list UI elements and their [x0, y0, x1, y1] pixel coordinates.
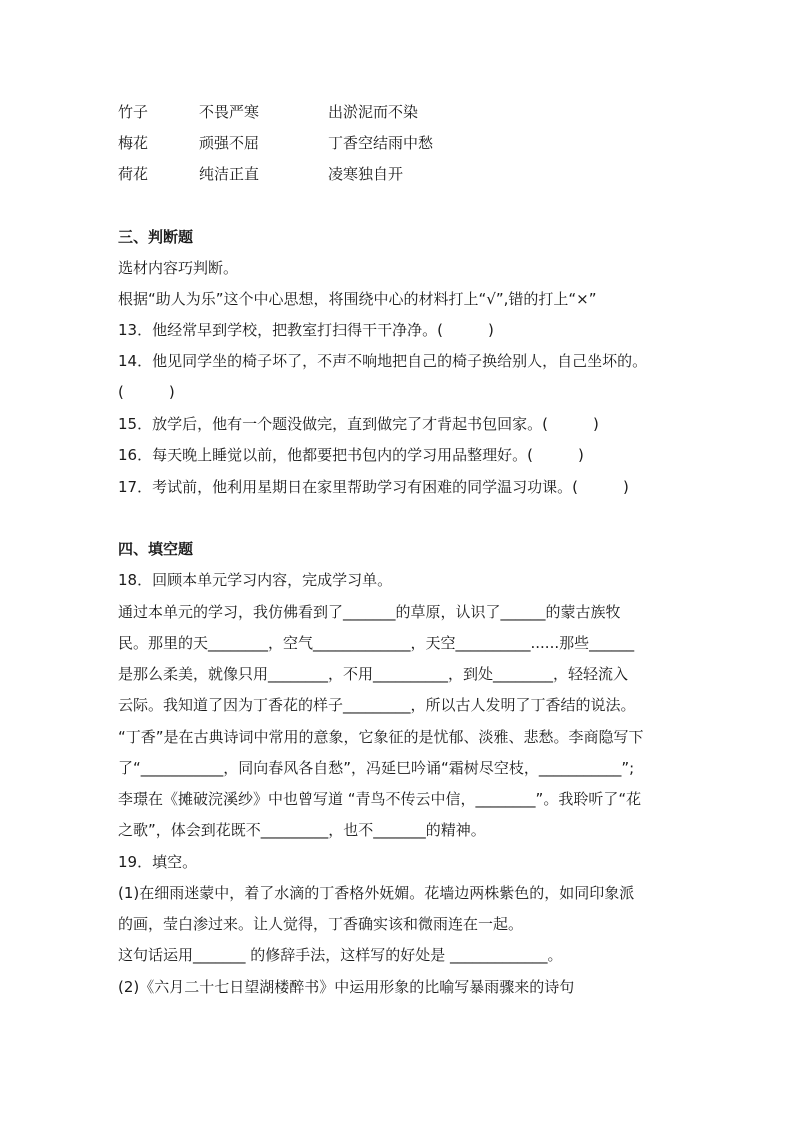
question-19-1-cont: 的画，莹白渗过来。让人觉得，丁香确实该和微雨连在一起。: [118, 915, 524, 933]
section-3-title: 三、判断题: [118, 228, 194, 246]
question-19-1: (1)在细雨迷蒙中，着了水滴的丁香格外妩媚。花墙边两株紫色的，如同印象派: [118, 884, 635, 902]
question-13: 13．他经常早到学校，把教室打扫得干干净净。( ): [118, 321, 494, 339]
passage-line: 民。那里的天________，空气_____________，天空__________......那些______: [118, 634, 635, 652]
passage-line: 之歌”，体会到花既不_________，也不_______的精神。: [118, 821, 486, 839]
matching-poem: 出淤泥而不染: [328, 103, 419, 121]
matching-quality: 纯洁正直: [199, 165, 260, 183]
question-14: 14．他见同学坐的椅子坏了，不声不响地把自己的椅子换给别人，自己坐坏的。: [118, 352, 648, 370]
passage-line: 通过本单元的学习，我仿佛看到了_______的草原，认识了______的蒙古族牧: [118, 603, 621, 621]
passage-line: 云际。我知道了因为丁香花的样子_________，所以古人发明了丁香结的说法。: [118, 696, 636, 714]
question-17: 17．考试前，他利用星期日在家里帮助学习有困难的同学温习功课。( ): [118, 478, 629, 496]
matching-plant: 荷花: [118, 165, 149, 183]
matching-plant: 梅花: [118, 134, 149, 152]
matching-quality: 不畏严寒: [199, 103, 260, 121]
matching-quality: 顽强不屈: [199, 134, 260, 152]
question-19-1-prompt: 这句话运用_______ 的修辞手法，这样写的好处是 _____________。: [118, 946, 563, 964]
question-16: 16．每天晚上睡觉以前，他都要把书包内的学习用品整理好。( ): [118, 446, 584, 464]
passage-line: 是那么柔美，就像只用________，不用__________，到处________，轻轻流入: [118, 665, 629, 683]
question-15: 15．放学后，他有一个题没做完，直到做完了才背起书包回家。( ): [118, 415, 599, 433]
section-3-intro: 选材内容巧判断。: [118, 259, 239, 277]
question-19: 19．填空。: [118, 853, 198, 871]
passage-line: “丁香”是在古典诗词中常用的意象，它象征的是忧郁、淡雅、悲愁。李商隐写下: [118, 728, 644, 746]
matching-plant: 竹子: [118, 103, 149, 121]
section-4-title: 四、填空题: [118, 540, 194, 558]
passage-line: 了“___________，同向春风各自愁”，冯延巳吟诵“霜树尽空枝，___________”;: [118, 759, 635, 777]
matching-poem: 凌寒独自开: [328, 165, 404, 183]
question-18: 18．回顾本单元学习内容，完成学习单。: [118, 571, 393, 589]
matching-poem: 丁香空结雨中愁: [328, 134, 434, 152]
passage-line: 李璟在《摊破浣溪纱》中也曾写道 “青鸟不传云中信，________”。我聆听了“花: [118, 790, 642, 808]
question-14-answer: ( ): [118, 383, 175, 401]
question-19-2: (2)《六月二十七日望湖楼醉书》中运用形象的比喻写暴雨骤来的诗句: [118, 978, 575, 996]
section-3-instruction: 根据“助人为乐”这个中心思想，将围绕中心的材料打上“√”,错的打上“×”: [118, 290, 597, 308]
